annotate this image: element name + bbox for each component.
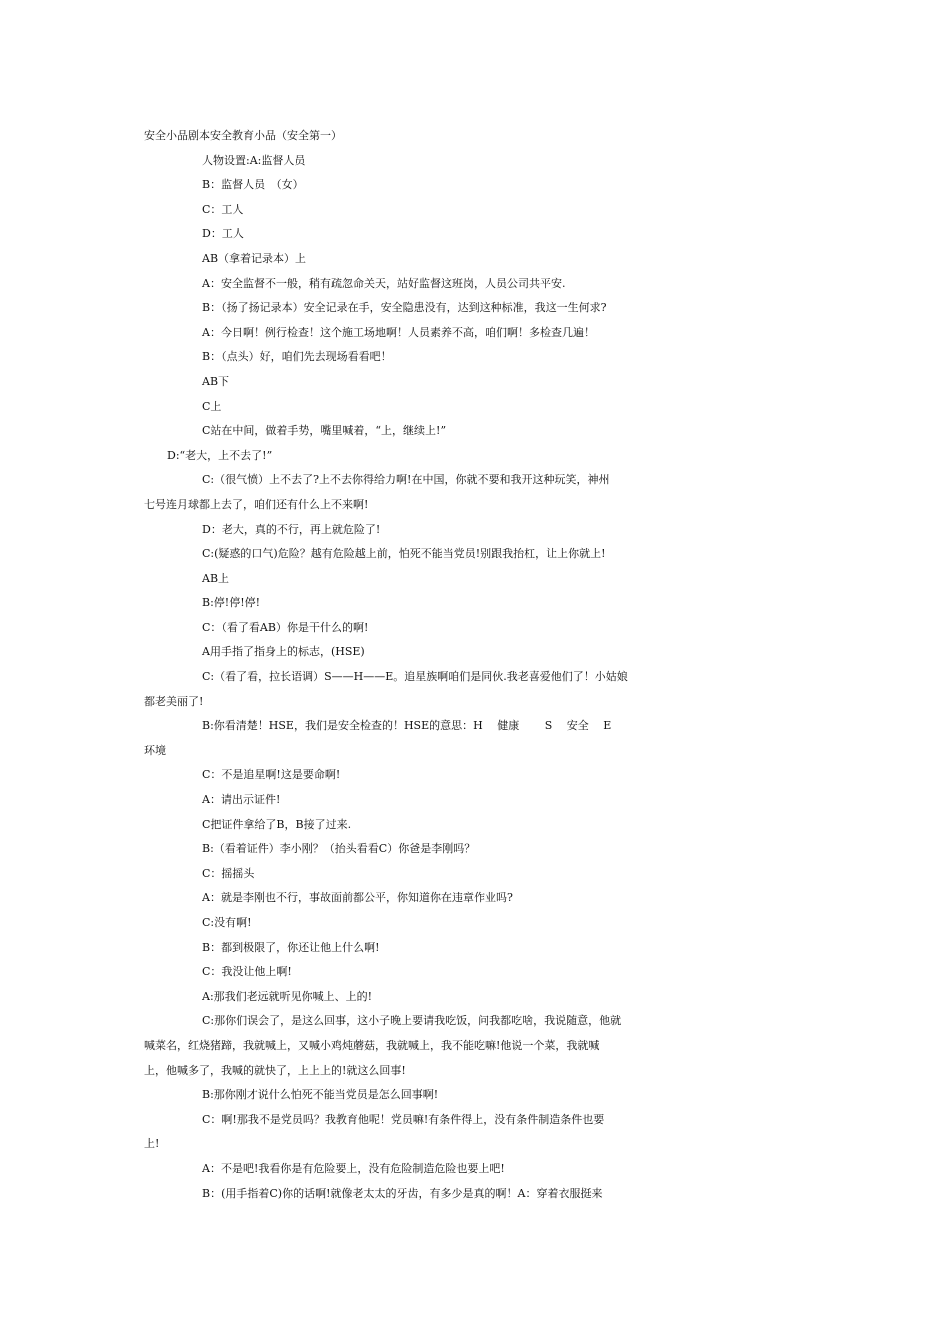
text-line: C：摇摇头 (202, 866, 255, 880)
text-line: C:(疑惑的口气)危险？越有危险越上前，怕死不能当党员!别跟我抬杠，让上你就上! (202, 547, 606, 561)
text-line: 环境 (144, 743, 166, 757)
text-line: AB上 (202, 571, 230, 585)
text-line: A：不是吧!我看你是有危险要上，没有危险制造危险也要上吧! (202, 1161, 505, 1175)
text-line: A用手指了指身上的标志，(HSE) (202, 645, 365, 659)
text-line: C：（看了看AB）你是干什么的啊! (202, 620, 369, 634)
text-line: C:没有啊! (202, 916, 252, 929)
text-line: C上 (202, 399, 222, 413)
text-line: C：我没让他上啊! (202, 965, 292, 979)
text-line: C把证件拿给了B，B接了过来. (202, 817, 352, 831)
text-line: C:那你们误会了，是这么回事，这小子晚上要请我吃饭，问我都吃啥，我说随意，他就 (202, 1014, 622, 1028)
text-line: 喊菜名，红烧猪蹄，我就喊上，又喊小鸡炖蘑菇，我就喊上，我不能吃嘛!他说一个菜，我就喊 (144, 1038, 600, 1052)
text-line: C:（看了看，拉长语调）S——H——E。追星族啊咱们是同伙.我老喜爱他们了！小姑娘 (202, 670, 628, 684)
text-line: C：工人 (202, 202, 244, 216)
text-line: A：就是李刚也不行，事故面前都公平，你知道你在违章作业吗? (202, 891, 513, 905)
text-line: B：（扬了扬记录本）安全记录在手，安全隐患没有，达到这种标准，我这一生何求? (202, 301, 607, 315)
text-line: AB下 (202, 374, 230, 388)
text-line: B:你看清楚！HSE，我们是安全检查的！HSE的意思：H 健康 S 安全 E (202, 719, 612, 733)
text-line: C:（很气愤）上不去了?上不去你得给力啊!在中国，你就不要和我开这种玩笑，神州 (202, 473, 610, 487)
text-line: 安全小品剧本安全教育小品（安全第一） (144, 129, 342, 142)
text-line: 七号连月球都上去了，咱们还有什么上不来啊! (144, 497, 369, 511)
text-line: A:那我们老远就听见你喊上、上的! (202, 989, 373, 1003)
text-line: B:（看着证件）李小刚？（抬头看看C）你爸是李刚吗？ (202, 842, 476, 856)
text-line: D：工人 (202, 227, 244, 241)
text-line: A：请出示证件! (202, 793, 281, 807)
text-line: AB（拿着记录本）上 (202, 251, 307, 265)
text-line: C：不是追星啊!这是要命啊! (202, 768, 341, 782)
text-line: B：都到极限了，你还让他上什么啊! (202, 940, 380, 954)
text-line: 人物设置:A:监督人员 (202, 153, 306, 167)
text-line: 都老美丽了! (144, 694, 204, 708)
text-line: A：安全监督不一般，稍有疏忽命关天，站好监督这班岗，人员公司共平安. (202, 276, 566, 290)
script-text (0, 124, 950, 1206)
text-line: A：今日啊！例行检查！这个施工场地啊！人员素养不高，咱们啊！多检查几遍！ (202, 325, 595, 339)
text-line: C站在中间，做着手势，嘴里喊着，“上，继续上!” (202, 424, 447, 438)
text-line: B:停!停!停! (202, 596, 261, 610)
text-line: D:“老大，上不去了!” (167, 448, 273, 462)
text-line: B：（点头）好，咱们先去现场看看吧！ (202, 350, 392, 364)
text-line: B：(用手指着C)你的话啊!就像老太太的牙齿，有多少是真的啊！A：穿着衣服挺来 (202, 1186, 603, 1200)
text-line: 上，他喊多了，我喊的就快了，上上上的!就这么回事! (144, 1063, 406, 1077)
text-line: 上! (144, 1137, 160, 1151)
text-line: D：老大，真的不行，再上就危险了! (202, 522, 381, 536)
text-line: B：监督人员 （女） (202, 178, 304, 192)
text-line: C：啊!那我不是党员吗？我教育他呢！党员嘛!有条件得上，没有条件制造条件也要 (202, 1112, 605, 1126)
text-line: B:那你刚才说什么怕死不能当党员是怎么回事啊! (202, 1088, 439, 1102)
